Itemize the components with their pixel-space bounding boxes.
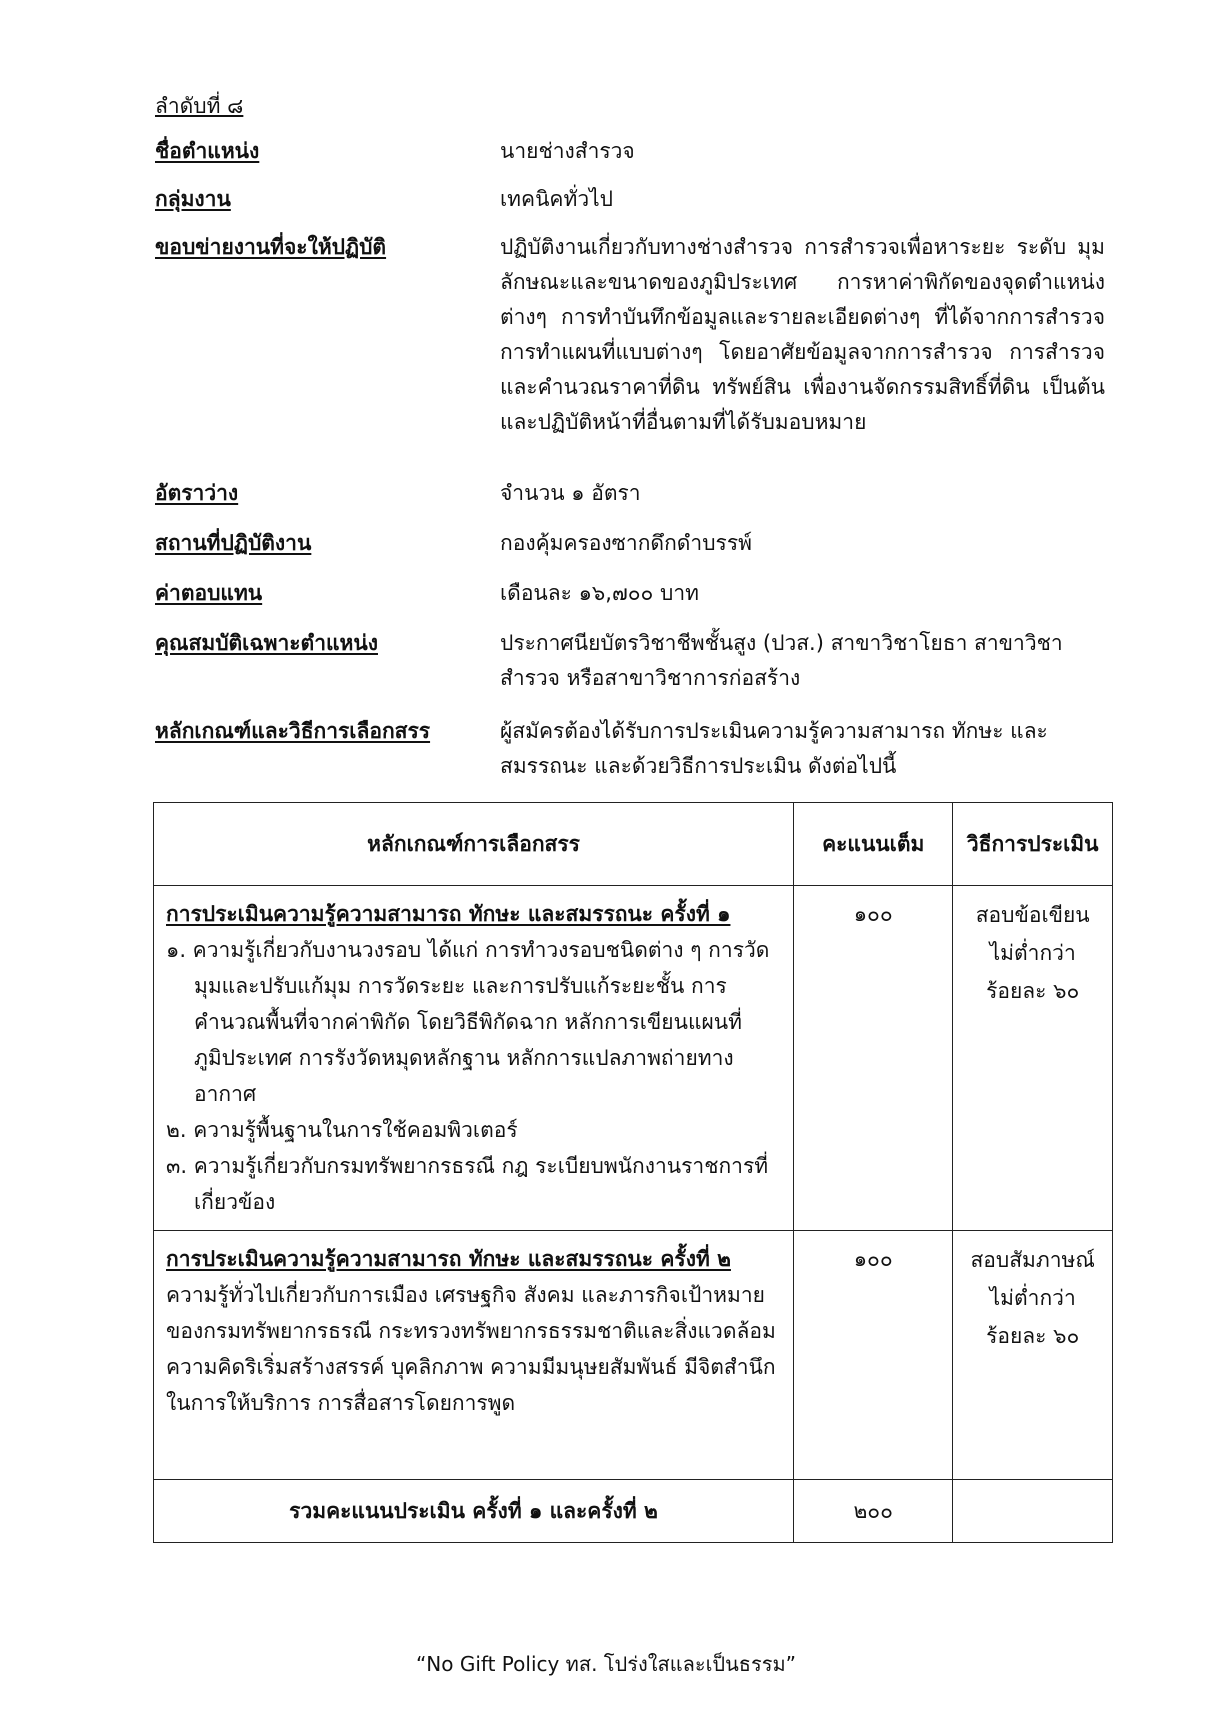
- field-value-vacancy: จำนวน ๑ อัตรา: [500, 481, 641, 505]
- header-full-score: คะแนนเต็ม: [794, 803, 953, 886]
- field-value-compensation: เดือนละ ๑๖,๗๐๐ บาท: [500, 581, 700, 605]
- field-label-group: กลุ่มงาน: [155, 187, 231, 211]
- field-label-vacancy: อัตราว่าง: [155, 481, 239, 505]
- phase2-score: ๑๐๐: [794, 1231, 953, 1480]
- field-label-scope: ขอบข่ายงานที่จะให้ปฏิบัติ: [155, 235, 387, 259]
- table-row-phase1: [154, 886, 1113, 1231]
- phase1-method-cell: [953, 886, 1113, 1231]
- field-label-selection: หลักเกณฑ์และวิธีการเลือกสรร: [155, 719, 431, 743]
- field-value-selection: ผู้สมัครต้องได้รับการประเมินความรู้ความสามารถ ทักษะ และสมรรถนะ และด้วยวิธีการประเมิน ดังต่อไปนี้: [500, 719, 1048, 778]
- phase2-text: ความรู้ทั่วไปเกี่ยวกับการเมือง เศรษฐกิจ สังคม และภารกิจเป้าหมายของกรมทรัพยากรธรณี กระทรวงทรัพยากรธรรมชาติและสิ่งแวดล้อม ความคิดริเริ่มสร้างสรรค์ บุคลิกภาพ ความมีมนุษยสัมพันธ์ มีจิตสำนึกในการให้บริการ การสื่อสารโดยการพูด: [166, 1283, 776, 1415]
- phase1-method-line-2: ไม่ต่ำกว่า: [989, 941, 1076, 965]
- phase1-item-2: ๒. ความรู้พื้นฐานในการใช้คอมพิวเตอร์: [166, 1118, 518, 1142]
- total-label: รวมคะแนนประเมิน ครั้งที่ ๑ และครั้งที่ ๒: [154, 1480, 794, 1543]
- table-row-total: [154, 1480, 1113, 1543]
- field-value-scope: ปฏิบัติงานเกี่ยวกับทางช่างสำรวจ การสำรวจเพื่อหาระยะ ระดับ มุม ลักษณะและขนาดของภูมิประเทศ การหาค่าพิกัดของจุดตำแหน่งต่างๆ การทำบันทึกข้อมูลและรายละเอียดต่างๆ ที่ได้จากการสำรวจ การทำแผนที่แบบต่างๆ โดยอาศัยข้อมูลจากการสำรวจ การสำรวจและคำนวณราคาที่ดิน ทรัพย์สิน เพื่องานจัดกรรมสิทธิ์ที่ดิน เป็นต้น และปฏิบัติหน้าที่อื่นตามที่ได้รับมอบหมาย: [500, 235, 1105, 434]
- phase1-method-line-1: สอบข้อเขียน: [975, 903, 1090, 927]
- phase2-method-line-1: สอบสัมภาษณ์: [970, 1248, 1095, 1272]
- total-method-empty: [953, 1480, 1113, 1543]
- field-label-position: ชื่อตำแหน่ง: [155, 139, 260, 163]
- table-row-phase2: [154, 1231, 1113, 1480]
- total-score: ๒๐๐: [794, 1480, 953, 1543]
- phase2-method-cell: [953, 1231, 1113, 1480]
- field-scope: [155, 230, 1115, 465]
- field-label-compensation: ค่าตอบแทน: [155, 581, 263, 605]
- field-value-qualifications: ประกาศนียบัตรวิชาชีพชั้นสูง (ปวส.) สาขาวิชาโยธา สาขาวิชาสำรวจ หรือสาขาวิชาการก่อสร้าง: [500, 631, 1063, 690]
- table-header-row: [154, 803, 1113, 886]
- phase2-criteria-cell: [154, 1231, 794, 1480]
- phase1-item-3: ๓. ความรู้เกี่ยวกับกรมทรัพยากรธรณี กฎ ระเบียบพนักงานราชการที่เกี่ยวข้อง: [166, 1154, 769, 1214]
- phase1-heading: การประเมินความรู้ความสามารถ ทักษะ และสมรรถนะ ครั้งที่ ๑: [166, 902, 731, 926]
- field-value-position: นายช่างสำรวจ: [500, 139, 635, 163]
- rank-number: ลำดับที่ ๘: [155, 94, 244, 118]
- phase1-item-1: ๑. ความรู้เกี่ยวกับงานวงรอบ ได้แก่ การทำวงรอบชนิดต่าง ๆ การวัดมุมและปรับแก้มุม การวัดระยะ และการปรับแก้ระยะชั้น การคำนวณพื้นที่จากค่าพิกัด โดยวิธีพิกัดฉาก หลักการเขียนแผนที่ภูมิประเทศ การรังวัดหมุดหลักฐาน หลักการแปลภาพถ่ายทางอากาศ: [166, 938, 770, 1106]
- criteria-table: [153, 802, 1113, 1543]
- field-selection: [155, 714, 1115, 784]
- field-group: [155, 182, 1115, 217]
- header-method: วิธีการประเมิน: [953, 803, 1113, 886]
- phase2-method-line-2: ไม่ต่ำกว่า: [989, 1286, 1076, 1310]
- header-criteria: หลักเกณฑ์การเลือกสรร: [154, 803, 794, 886]
- field-compensation: [155, 576, 1115, 611]
- field-value-group: เทคนิคทั่วไป: [500, 187, 613, 211]
- phase2-method-line-3: ร้อยละ ๖๐: [986, 1324, 1080, 1348]
- field-label-location: สถานที่ปฏิบัติงาน: [155, 531, 312, 555]
- phase2-heading: การประเมินความรู้ความสามารถ ทักษะ และสมรรถนะ ครั้งที่ ๒: [166, 1247, 731, 1271]
- footer-slogan: “No Gift Policy ทส. โปร่งใสและเป็นธรรม”: [415, 1652, 797, 1676]
- field-vacancy: [155, 476, 1115, 511]
- phase1-method-line-3: ร้อยละ ๖๐: [986, 979, 1080, 1003]
- field-label-qualifications: คุณสมบัติเฉพาะตำแหน่ง: [155, 631, 378, 655]
- phase1-criteria-cell: [154, 886, 794, 1231]
- field-position: [155, 134, 1115, 169]
- field-value-location: กองคุ้มครองซากดึกดำบรรพ์: [500, 531, 752, 555]
- field-qualifications: [155, 626, 1115, 696]
- field-location: [155, 526, 1115, 561]
- phase1-score: ๑๐๐: [794, 886, 953, 1231]
